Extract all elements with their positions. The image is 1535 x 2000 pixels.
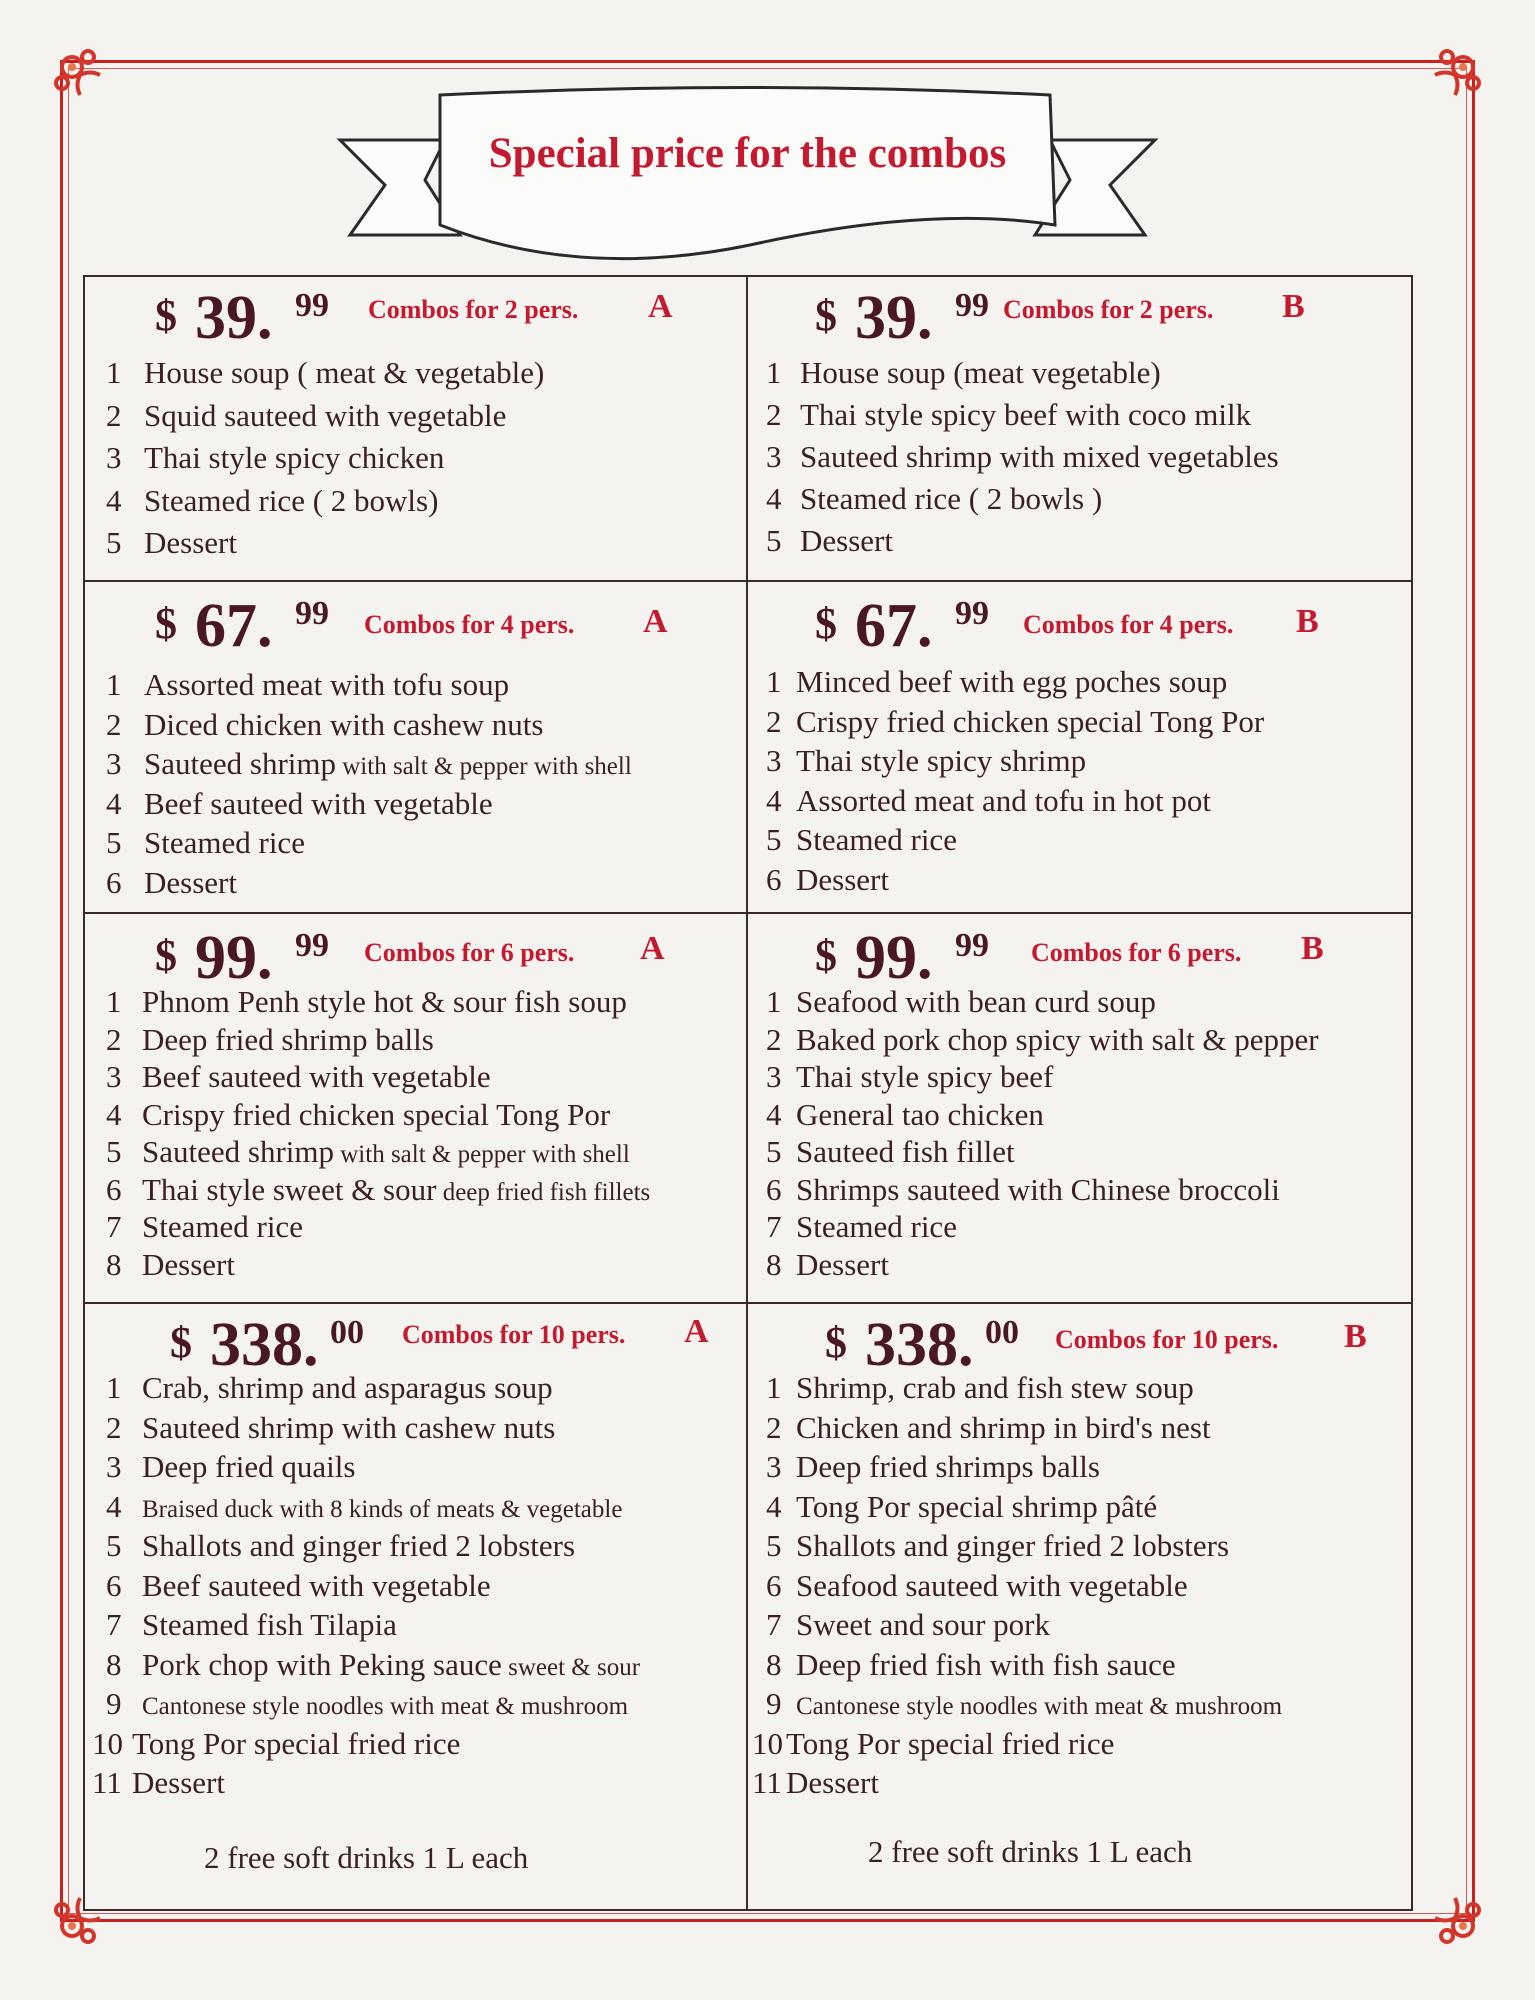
combo-letter: B: [1296, 603, 1319, 640]
item-name: Crispy fried chicken special Tong Por: [142, 1096, 611, 1132]
price-amount: 99.: [195, 924, 273, 992]
free-drinks-note: 2 free soft drinks 1 L each: [204, 1840, 529, 1875]
grid-divider: [83, 1302, 1413, 1304]
item-name: Dessert: [796, 861, 889, 897]
item-name: Steamed rice: [796, 1209, 957, 1244]
item-number: 2: [106, 1409, 122, 1445]
item-name: Dessert: [800, 523, 893, 558]
menu-item: [106, 1097, 610, 1133]
item-number: 1: [766, 664, 782, 699]
item-number: 3: [106, 440, 122, 475]
menu-item: [92, 1726, 460, 1762]
item-note: Braised duck with 8 kinds of meats & vegetable: [142, 1495, 623, 1523]
item-name: Thai style spicy chicken: [144, 440, 445, 475]
item-number: 2: [766, 397, 782, 432]
item-name: Dessert: [144, 525, 237, 560]
item-number: 8: [106, 1646, 122, 1682]
combo-size-label: Combos for 10 pers.: [402, 1320, 626, 1349]
price-dollar-sign: $: [170, 1318, 192, 1367]
item-name: House soup (meat vegetable): [800, 355, 1161, 390]
item-number: 4: [106, 785, 122, 821]
item-name: Squid sauteed with vegetable: [144, 397, 507, 433]
item-number: 9: [106, 1686, 122, 1721]
item-name: Beef sauteed with vegetable: [144, 785, 493, 821]
item-number: 3: [766, 439, 782, 474]
menu-item: [92, 1765, 225, 1801]
item-number: 11: [92, 1765, 122, 1800]
combo-size-label: Combos for 6 pers.: [364, 938, 575, 967]
item-number: 2: [766, 1409, 782, 1445]
price-cents: 00: [985, 1314, 1019, 1351]
item-number: 5: [106, 825, 122, 860]
item-number: 4: [106, 1488, 122, 1524]
price-amount: 338.: [865, 1311, 974, 1379]
combo-letter: B: [1282, 288, 1305, 325]
menu-item: [106, 1686, 628, 1722]
item-number: 4: [766, 1488, 782, 1524]
item-number: 2: [106, 706, 122, 742]
menu-item: [766, 1528, 1229, 1564]
combo-letter: B: [1344, 1318, 1367, 1355]
item-number: 1: [766, 1370, 782, 1405]
grid-divider: [83, 580, 1413, 582]
corner-ornament-icon: [1405, 1868, 1485, 1948]
menu-item: [766, 1607, 1050, 1643]
item-note: Cantonese style noodles with meat & mushroom: [142, 1693, 629, 1720]
menu-item: [106, 398, 506, 434]
menu-item: [106, 483, 438, 519]
item-number: 2: [766, 703, 782, 739]
item-name: Deep fried shrimps balls: [796, 1449, 1100, 1484]
item-name: Sauteed fish fillet: [796, 1134, 1015, 1169]
menu-item: [106, 865, 237, 901]
item-number: 4: [766, 782, 782, 818]
menu-item: [106, 1370, 553, 1406]
menu-item: [106, 1134, 630, 1170]
corner-ornament-icon: [1405, 45, 1485, 125]
item-name: Deep fried shrimp balls: [142, 1021, 434, 1057]
item-name: Steamed rice: [796, 822, 957, 857]
item-name: Deep fried quails: [142, 1449, 356, 1484]
menu-item: [106, 707, 543, 743]
item-number: 8: [766, 1246, 782, 1282]
title-banner: [330, 85, 1165, 265]
price-cents: 99: [955, 287, 989, 324]
menu-item: [106, 1607, 397, 1643]
item-number: 5: [106, 1134, 122, 1169]
menu-item: [106, 1022, 434, 1058]
item-name: Dessert: [144, 864, 237, 900]
price-amount: 67.: [195, 592, 273, 660]
item-number: 1: [766, 984, 782, 1019]
menu-item: [766, 1134, 1015, 1170]
combo-size-label: Combos for 2 pers.: [368, 295, 579, 324]
item-name: Beef sauteed with vegetable: [142, 1059, 491, 1094]
menu-item: [766, 1097, 1044, 1133]
item-name: Steamed rice ( 2 bowls): [144, 482, 439, 518]
item-number: 11: [752, 1765, 782, 1800]
item-name: Steamed rice: [144, 825, 305, 860]
item-number: 6: [766, 861, 782, 897]
item-number: 6: [106, 1171, 122, 1207]
item-number: 4: [766, 1096, 782, 1132]
item-name: Dessert: [132, 1765, 225, 1800]
item-name: Sweet and sour pork: [796, 1607, 1050, 1642]
item-name: Shrimps sauteed with Chinese broccoli: [796, 1171, 1280, 1207]
menu-item: [106, 1410, 555, 1446]
corner-ornament-icon: [50, 45, 130, 125]
item-number: 5: [106, 1528, 122, 1563]
price-dollar-sign: $: [815, 931, 837, 980]
price-cents: 99: [295, 595, 329, 632]
item-number: 5: [766, 1134, 782, 1169]
item-number: 1: [766, 355, 782, 390]
item-number: 10: [752, 1725, 783, 1761]
item-name: Sauteed shrimp with mixed vegetables: [800, 439, 1279, 474]
item-number: 5: [766, 1528, 782, 1563]
item-name: Crispy fried chicken special Tong Por: [796, 703, 1265, 739]
item-number: 2: [106, 397, 122, 433]
menu-item: [766, 1172, 1280, 1208]
item-name: Crab, shrimp and asparagus soup: [142, 1370, 553, 1405]
item-name: Dessert: [796, 1246, 889, 1282]
price-cents: 99: [295, 927, 329, 964]
menu-item: [106, 1449, 355, 1485]
price-dollar-sign: $: [155, 291, 177, 340]
item-number: 1: [106, 1370, 122, 1405]
item-name: Tong Por special fried rice: [132, 1725, 461, 1761]
menu-item: [106, 1059, 491, 1095]
item-number: 7: [106, 1607, 122, 1642]
menu-item: [766, 1059, 1053, 1095]
item-number: 7: [106, 1209, 122, 1244]
menu-item: [766, 1209, 957, 1245]
menu-item: [106, 746, 632, 782]
item-number: 7: [766, 1209, 782, 1244]
item-name: Sauteed shrimp with cashew nuts: [142, 1409, 556, 1445]
menu-item: [752, 1765, 879, 1801]
item-name: Sauteed shrimp: [144, 746, 336, 781]
item-number: 7: [766, 1607, 782, 1642]
menu-item: [106, 1647, 640, 1683]
item-name: Steamed rice: [142, 1209, 303, 1244]
menu-item: [106, 525, 237, 561]
menu-item: [766, 704, 1264, 740]
menu-item: [766, 1449, 1100, 1485]
menu-item: [766, 355, 1161, 391]
item-name: Thai style spicy beef: [796, 1059, 1054, 1094]
item-note: deep fried fish fillets: [436, 1178, 651, 1206]
price-amount: 99.: [855, 924, 933, 992]
item-number: 8: [106, 1246, 122, 1282]
price-dollar-sign: $: [155, 599, 177, 648]
price-amount: 338.: [210, 1311, 319, 1379]
combo-letter: A: [643, 603, 668, 640]
item-number: 2: [766, 1021, 782, 1057]
item-number: 3: [766, 1059, 782, 1094]
item-name: Thai style spicy beef with coco milk: [800, 397, 1252, 432]
item-name: Shallots and ginger fried 2 lobsters: [796, 1528, 1230, 1563]
price-cents: 99: [295, 287, 329, 324]
item-name: Shrimp, crab and fish stew soup: [796, 1370, 1194, 1405]
menu-item: [766, 1647, 1176, 1683]
combo-letter: A: [648, 288, 673, 325]
item-number: 6: [766, 1171, 782, 1207]
menu-item: [766, 439, 1279, 475]
item-number: 1: [106, 984, 122, 1019]
item-name: Beef sauteed with vegetable: [142, 1567, 491, 1603]
menu-item: [766, 481, 1102, 517]
price-dollar-sign: $: [815, 291, 837, 340]
combo-letter: B: [1301, 930, 1324, 967]
item-name: Assorted meat with tofu soup: [144, 667, 510, 702]
item-name: Chicken and shrimp in bird's nest: [796, 1409, 1211, 1445]
item-number: 4: [766, 481, 782, 516]
item-name: Steamed fish Tilapia: [142, 1607, 397, 1642]
item-number: 6: [106, 864, 122, 900]
item-number: 6: [766, 1567, 782, 1603]
menu-item: [766, 1247, 889, 1283]
item-note: Cantonese style noodles with meat & mushroom: [796, 1693, 1283, 1720]
item-number: 10: [92, 1725, 123, 1761]
menu-item: [106, 984, 627, 1020]
item-name: Pork chop with Peking sauce: [142, 1646, 502, 1682]
item-name: Baked pork chop spicy with salt & pepper: [796, 1021, 1319, 1057]
menu-item: [766, 822, 957, 858]
combo-letter: A: [684, 1313, 709, 1350]
item-number: 1: [106, 667, 122, 702]
item-name: House soup ( meat & vegetable): [144, 355, 545, 390]
item-number: 1: [106, 355, 122, 390]
price-dollar-sign: $: [825, 1318, 847, 1367]
menu-item: [766, 1568, 1188, 1604]
item-number: 8: [766, 1646, 782, 1682]
menu-item: [106, 1172, 650, 1208]
menu-item: [106, 1247, 235, 1283]
item-name: Dessert: [786, 1765, 879, 1800]
combo-size-label: Combos for 6 pers.: [1031, 938, 1242, 967]
item-number: 3: [106, 1059, 122, 1094]
menu-item: [766, 1370, 1194, 1406]
item-number: 5: [106, 525, 122, 560]
item-name: Thai style spicy shrimp: [796, 743, 1087, 778]
menu-item: [106, 1568, 491, 1604]
combo-size-label: Combos for 2 pers.: [1003, 295, 1214, 324]
menu-item: [106, 440, 444, 476]
menu-item: [766, 984, 1156, 1020]
price-dollar-sign: $: [155, 931, 177, 980]
menu-item: [106, 786, 493, 822]
price-amount: 67.: [855, 592, 933, 660]
menu-item: [766, 743, 1086, 779]
item-number: 3: [766, 743, 782, 778]
item-number: 9: [766, 1686, 782, 1721]
price-cents: 00: [330, 1314, 364, 1351]
menu-item: [766, 397, 1251, 433]
item-number: 3: [106, 746, 122, 781]
item-name: Thai style sweet & sour: [142, 1171, 437, 1207]
item-name: Shallots and ginger fried 2 lobsters: [142, 1528, 576, 1563]
menu-item: [766, 1489, 1157, 1525]
item-name: General tao chicken: [796, 1096, 1044, 1132]
item-number: 3: [106, 1449, 122, 1484]
item-name: Seafood sauteed with vegetable: [796, 1567, 1188, 1603]
item-note: with salt & pepper with shell: [336, 753, 632, 780]
item-name: Sauteed shrimp: [142, 1134, 334, 1169]
menu-item: [766, 862, 889, 898]
price-cents: 99: [955, 927, 989, 964]
item-note: with salt & pepper with shell: [334, 1141, 630, 1168]
item-name: Tong Por special shrimp pâté: [796, 1488, 1158, 1524]
grid-divider: [83, 912, 1413, 914]
menu-item: [106, 1489, 622, 1525]
item-number: 5: [766, 523, 782, 558]
menu-item: [766, 783, 1211, 819]
item-name: Minced beef with egg poches soup: [796, 664, 1228, 699]
combo-size-label: Combos for 4 pers.: [1023, 610, 1234, 639]
item-number: 3: [766, 1449, 782, 1484]
item-name: Deep fried fish with fish sauce: [796, 1646, 1176, 1682]
combo-letter: A: [640, 930, 665, 967]
page-title: Special price for the combos: [488, 130, 1007, 177]
price-cents: 99: [955, 595, 989, 632]
item-number: 2: [106, 1021, 122, 1057]
item-number: 5: [766, 822, 782, 857]
menu-item: [106, 1209, 303, 1245]
item-number: 6: [106, 1567, 122, 1603]
item-name: Seafood with bean curd soup: [796, 984, 1156, 1019]
menu-item: [106, 825, 305, 861]
free-drinks-note: 2 free soft drinks 1 L each: [868, 1834, 1193, 1869]
price-dollar-sign: $: [815, 599, 837, 648]
price-amount: 39.: [195, 284, 273, 352]
item-name: Dessert: [142, 1246, 235, 1282]
menu-item: [106, 1528, 575, 1564]
menu-item: [106, 667, 509, 703]
menu-item: [766, 1410, 1211, 1446]
item-number: 4: [106, 1096, 122, 1132]
combo-size-label: Combos for 4 pers.: [364, 610, 575, 639]
item-name: Steamed rice ( 2 bowls ): [800, 481, 1103, 516]
menu-item: [766, 523, 893, 559]
item-name: Assorted meat and tofu in hot pot: [796, 782, 1211, 818]
item-number: 4: [106, 482, 122, 518]
menu-item: [766, 1686, 1282, 1722]
menu-item: [766, 1022, 1319, 1058]
menu-item: [106, 355, 544, 391]
item-name: Diced chicken with cashew nuts: [144, 706, 544, 742]
grid-divider: [746, 275, 748, 1911]
menu-item: [752, 1726, 1114, 1762]
price-amount: 39.: [855, 284, 933, 352]
item-name: Phnom Penh style hot & sour fish soup: [142, 984, 627, 1019]
menu-item: [766, 664, 1227, 700]
item-note: sweet & sour: [501, 1653, 641, 1681]
combo-size-label: Combos for 10 pers.: [1055, 1325, 1279, 1354]
item-name: Tong Por special fried rice: [786, 1725, 1115, 1761]
